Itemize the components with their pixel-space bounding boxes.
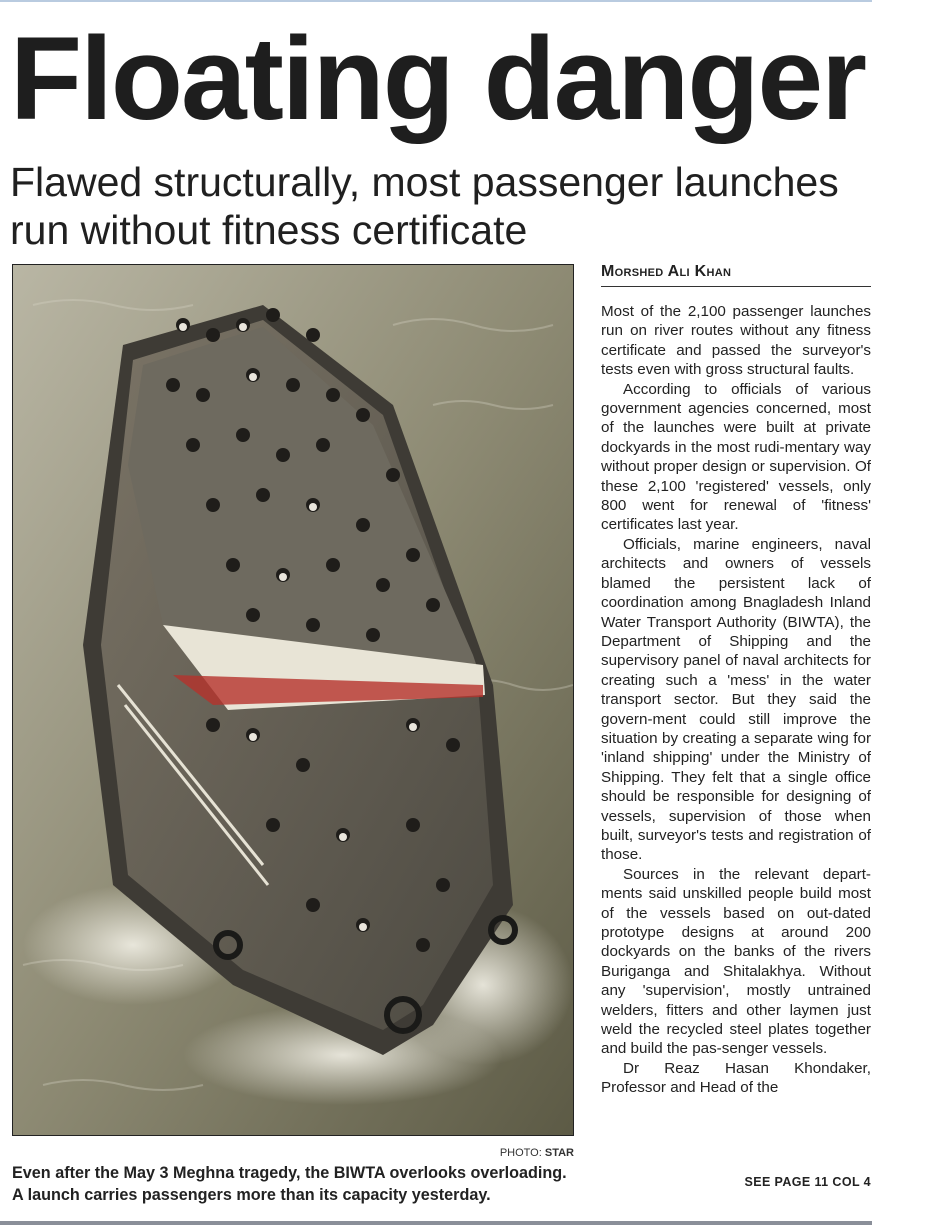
- continued-jump-line[interactable]: SEE PAGE 11 COL 4: [744, 1175, 871, 1189]
- photo-credit: [380, 1147, 574, 1159]
- story-body: [601, 302, 871, 1098]
- photo-credit-label: PHOTO:: [499, 1147, 542, 1159]
- headline: Floating danger: [10, 13, 865, 145]
- story-paragraph: Sources in the relevant depart-ments said unskilled people build most of the vessels based on out-dated prototype designs at around 200 dockyards on the banks of the rivers Buriganga and Shitalakhya. Without any 'supervision', mostly untrained welders, fitters and other laymen just weld the recycled steel plates together and build the pas-senger vessels.: [601, 865, 871, 1058]
- story-paragraph: According to officials of various government agencies concerned, most of the launches were built at private dockyards in the most rudi-mentary way without proper design or supervision. Of these 2,100 'registered' vessels, only 800 went for renewal of 'fitness' certificates last year.: [601, 380, 871, 534]
- photo-credit-source: STAR: [544, 1147, 574, 1159]
- top-rule: [0, 0, 872, 2]
- story-paragraph: Dr Reaz Hasan Khondaker, Professor and Head of the: [601, 1059, 871, 1097]
- story-paragraph: Officials, marine engineers, naval architects and owners of vessels blamed the persistent lack of coordination among Bnagladesh Inland Water Transport Authority (BIWTA), the Department of Shipping and the supervisory panel of naval architects for creating such a 'mess' in the water transport sector. But they said the govern-ment could still improve the situation by creating a separate wing for 'inland shipping' under the Ministry of Shipping. They felt that a single office should be responsible for designing of vessels, supervision of those when built, surveyor's tests and registration of those.: [601, 535, 871, 864]
- byline: Morshed Ali Khan: [601, 263, 871, 287]
- news-photo: [12, 264, 574, 1136]
- photo-caption: Even after the May 3 Meghna tragedy, the BIWTA overlooks overloading. A launch carries passengers more than its capacity yesterday.: [12, 1164, 567, 1204]
- subheadline: Flawed structurally, most passenger launches run without fitness certificate: [10, 159, 839, 253]
- story-paragraph: Most of the 2,100 passenger launches run on river routes without any fitness certificate and passed the surveyor's tests even with gross structural faults.: [601, 303, 871, 379]
- bottom-rule: [0, 1221, 872, 1225]
